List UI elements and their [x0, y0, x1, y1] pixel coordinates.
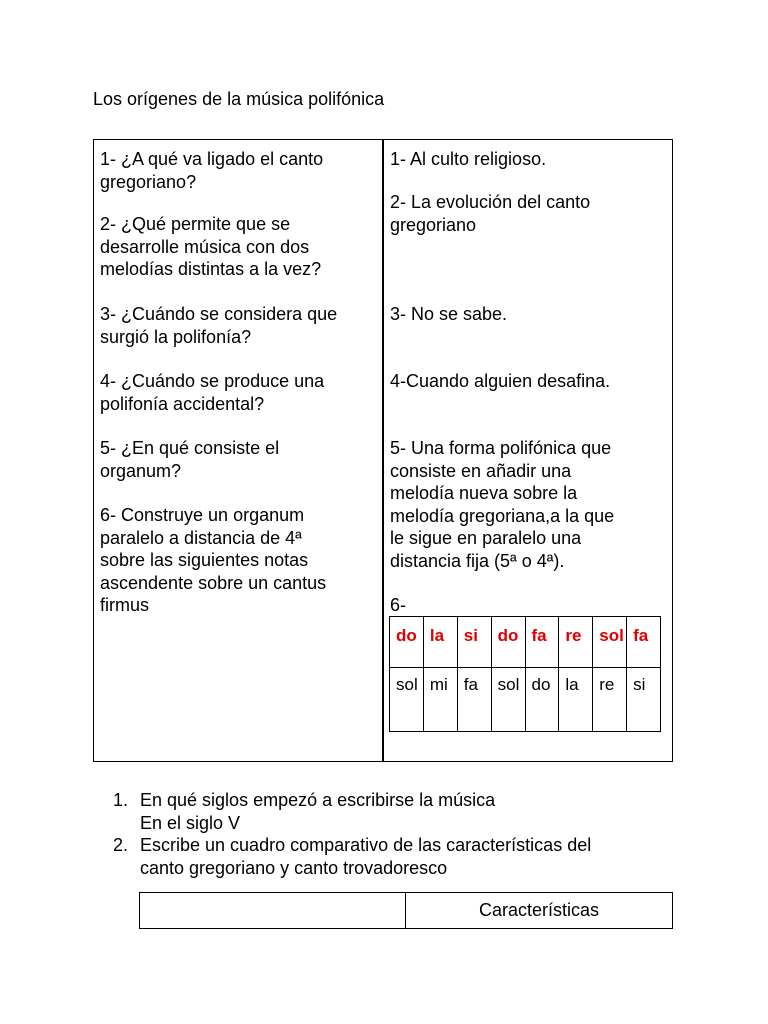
question-5: 5- ¿En qué consiste el organum? — [100, 438, 280, 481]
answer-3: 3- No se sabe. — [390, 304, 508, 324]
note-cell: do — [525, 668, 559, 732]
answer-6: 6- — [390, 595, 407, 615]
note-cell: re — [559, 617, 593, 668]
question-3: 3- ¿Cuándo se considera que surgió la polifonía? — [100, 304, 338, 347]
answer-4: 4-Cuando alguien desafina. — [390, 371, 611, 391]
note-cell: do — [390, 617, 424, 668]
note-cell: la — [423, 617, 457, 668]
note-cell: la — [559, 668, 593, 732]
note-cell: re — [593, 668, 627, 732]
answer-1: 1- Al culto religioso. — [390, 149, 547, 169]
organum-notes-table — [389, 616, 661, 732]
question-4: 4- ¿Cuándo se produce una polifonía accidental? — [100, 371, 325, 414]
page-title: Los orígenes de la música polifónica — [93, 89, 385, 109]
comparison-table — [139, 892, 673, 929]
list-item: 2. Escribe un cuadro comparativo de las características del canto gregoriano y canto trovadoresco — [113, 835, 592, 878]
note-cell: sol — [593, 617, 627, 668]
note-cell: si — [457, 617, 491, 668]
comparison-header-row — [140, 893, 673, 929]
note-cell: do — [491, 617, 525, 668]
question-1: 1- ¿A qué va ligado el canto gregoriano? — [100, 149, 324, 192]
note-cell: sol — [491, 668, 525, 732]
question-6: 6- Construye un organum paralelo a distancia de 4ª sobre las siguientes notas ascendente sobre un cantus firmus — [100, 505, 327, 615]
answer-2: 2- La evolución del canto gregoriano — [390, 192, 591, 235]
numbered-list — [113, 789, 591, 879]
note-cell: fa — [627, 617, 661, 668]
note-cell: fa — [457, 668, 491, 732]
question-2: 2- ¿Qué permite que se desarrolle música con dos melodías distintas a la vez? — [100, 214, 322, 279]
list-number: 2. — [113, 835, 129, 855]
column-divider — [382, 140, 384, 761]
organum-row — [390, 668, 661, 732]
note-cell: mi — [423, 668, 457, 732]
cantus-firmus-row — [390, 617, 661, 668]
comparison-header-empty — [140, 893, 406, 929]
list-item: 1. En qué siglos empezó a escribirse la música En el siglo V — [113, 790, 496, 833]
list-number: 1. — [113, 790, 129, 810]
note-cell: fa — [525, 617, 559, 668]
answer-5: 5- Una forma polifónica que consiste en añadir una melodía nueva sobre la melodía gregoriana,a la que le sigue en paralelo una distancia fija (5ª o 4ª). — [390, 438, 615, 571]
questions-answers-table — [93, 139, 673, 762]
note-cell: si — [627, 668, 661, 732]
comparison-header-caracteristicas: Características — [406, 893, 673, 929]
note-cell: sol — [390, 668, 424, 732]
